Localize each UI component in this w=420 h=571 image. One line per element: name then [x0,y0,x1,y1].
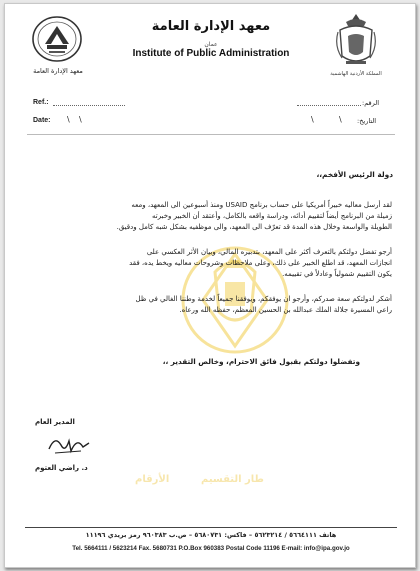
watermark-text-1: الأرقام [135,474,170,485]
footer-contact-arabic: هاتف ٥٦٦٤١١١ / ٥٦٢٣٢١٤ – فاكس: ٥٦٨٠٧٣١ – ص.ب ٩٦٠٣٨٣ رمز بريدي ١١١٩٦ [85,531,337,539]
letter-page [4,3,416,568]
paragraph-2-line-3: يكون التقييم شمولياً وعادلاً في تقييمه. [282,270,392,278]
date-slash-ar-1: \ [311,115,314,124]
watermark-text-2: طار التقسيم [201,474,264,485]
left-logo-caption: معهد الإدارة العامة [33,67,83,75]
footer-contact-english: Tel. 5664111 / 5623214 Fax. 5680731 P.O.Box 960383 Postal Code 11196 E-mail: info@ipa.gov.jo [72,545,350,552]
footer-divider [25,527,397,528]
royal-emblem-icon [334,12,378,70]
paragraph-3-line-1: أشكر لدولتكم سعة صدركم، وأرجو ان يوفقكم، ويوفقنا جميعاً لخدمة وطننا الغالي في ظل [135,295,392,303]
paragraph-1-line-3: الطويلة والواسعة وخلال هذه المدة قد تعرّف الى المعهد، والى موظفيه بشكل شبه كامل ودقيق. [116,223,392,231]
paragraph-2-line-2: انجازات المعهد، قد اطلع الخبير على ذلك، وعلى ملاحظات وشروحات معاليه ويخط يده، فقد [129,259,392,267]
date-label: Date: [33,117,51,124]
header-city: عمان [204,41,218,48]
date-label-arabic: التاريخ: [357,117,377,125]
signatory-title: المدير العام [35,418,75,426]
institute-title-english: Institute of Public Administration [132,48,290,59]
ref-field [53,105,125,106]
paragraph-2-line-1: أرجو تفضل دولتكم بالتعرف أكثر على المعهد، بتدبيره المالي، وبيان الأثر العكسي على [146,248,392,256]
header-divider [27,134,395,135]
ref-field-arabic [297,105,361,106]
ref-label-arabic: الرقم: [362,99,379,107]
salutation: دولة الرئيس الأفخم،، [316,170,393,179]
signatory-name: د. راضي العتوم [35,464,88,472]
paragraph-3-line-2: راعي المسيرة جلالة الملك عبدالله بن الحسين المعظم، حفظه الله ورعاه. [179,306,392,314]
date-slash-ar-2: \ [339,115,342,124]
ref-label: Ref.: [33,99,49,106]
institute-logo-icon [31,14,83,64]
institute-title-arabic: معهد الإدارة العامة [151,19,271,34]
handwritten-signature-icon [45,431,91,457]
closing-line: وتفضلوا دولتكم بقبول فائق الاحترام، وخالص التقدير ،، [162,357,360,366]
emblem-caption: المملكة الأردنية الهاشمية [330,71,382,77]
paragraph-1-line-1: لقد أرسل معاليه خبيراً أمريكيا على حساب برنامج USAID ومنذ أسبوعين الى المعهد، ومعه [131,201,392,209]
paragraph-1-line-2: زميلة من البرنامج أيضاً لتقييم أدائه، ودراسة واقعه بالكامل، وأعتقد أن الخبير وخبرته [152,212,392,220]
date-slash-1: \ [67,115,70,124]
date-slash-2: \ [79,115,82,124]
